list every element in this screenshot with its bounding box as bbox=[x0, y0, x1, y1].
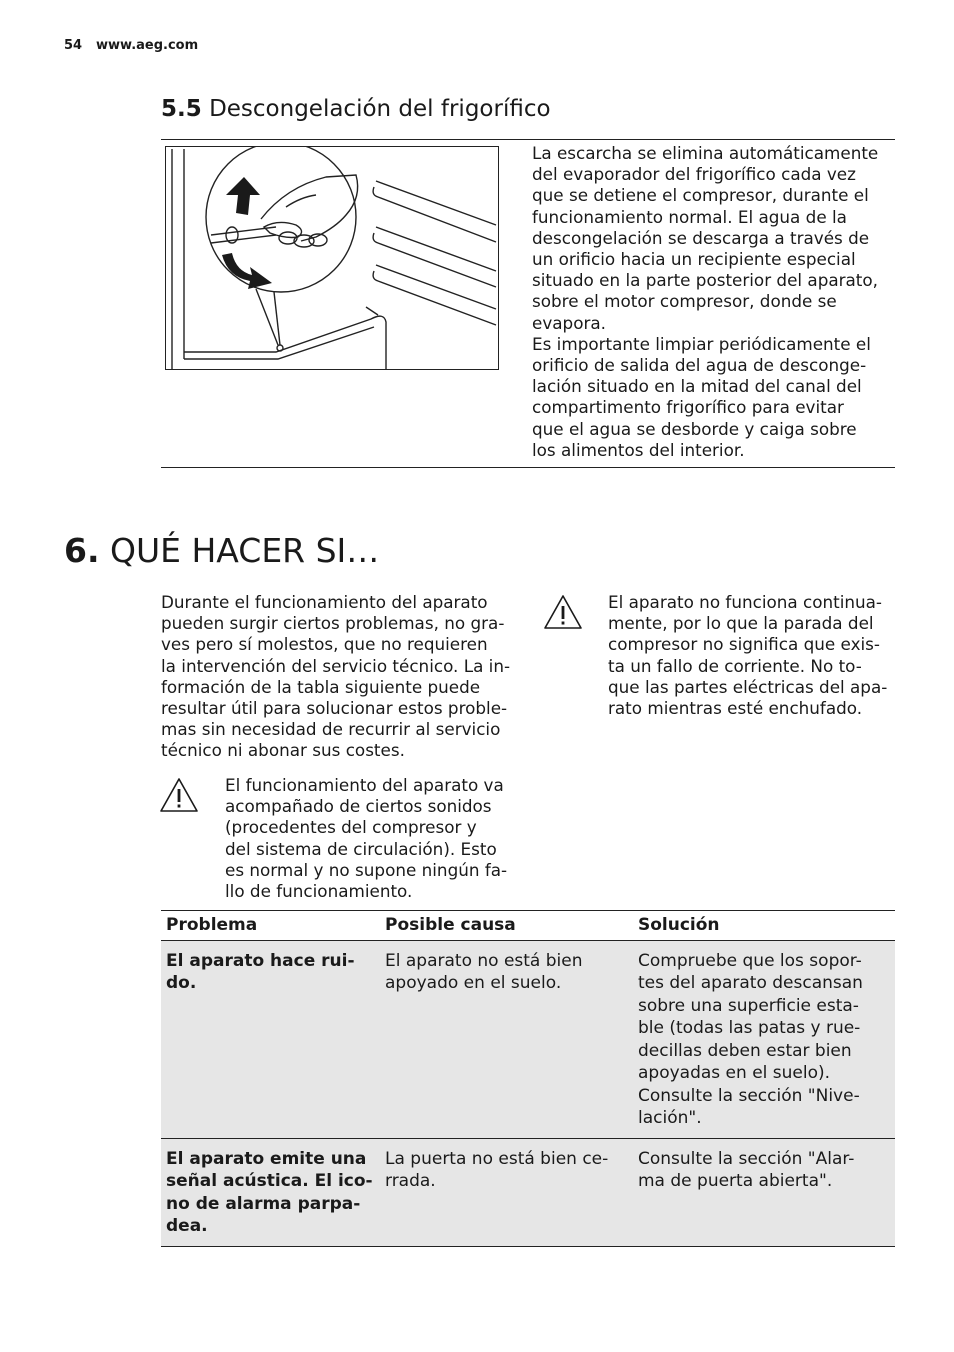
text-line: rato mientras esté enchufado. bbox=[608, 698, 863, 719]
text-line: ta un fallo de corriente. No to- bbox=[608, 655, 862, 676]
text-line: El aparato emite una bbox=[166, 1148, 367, 1169]
warning-sounds-text bbox=[225, 775, 525, 902]
text-line: do. bbox=[166, 973, 197, 993]
text-line: mente, por lo que la parada del bbox=[608, 613, 874, 634]
text-line: Durante el funcionamiento del aparato bbox=[161, 592, 488, 612]
table-row bbox=[161, 1138, 895, 1246]
text-line: ves pero sí molestos, que no requieren bbox=[161, 634, 488, 655]
troubleshooting-table bbox=[161, 910, 895, 1247]
solution-cell bbox=[633, 940, 895, 1138]
text-line: los alimentos del interior. bbox=[532, 439, 745, 460]
text-line: situado en la parte posterior del aparato, bbox=[532, 270, 878, 291]
defrost-drawing bbox=[166, 147, 499, 370]
text-line: dea. bbox=[166, 1216, 208, 1236]
website-url: www.aeg.com bbox=[96, 38, 199, 53]
text-line: compartimento frigorífico para evitar bbox=[532, 397, 844, 418]
text-line: La puerta no está bien ce- bbox=[385, 1148, 609, 1169]
text-line: formación de la tabla siguiente puede bbox=[161, 676, 481, 697]
text-line: sobre una superficie esta- bbox=[638, 995, 859, 1016]
text-line: llo de funcionamiento. bbox=[225, 881, 413, 902]
text-line: El aparato no funciona continua- bbox=[608, 592, 882, 612]
text-line: (procedentes del compresor y bbox=[225, 817, 477, 838]
text-line: pueden surgir ciertos problemas, no gra- bbox=[161, 613, 505, 634]
text-line: acompañado de ciertos sonidos bbox=[225, 796, 492, 817]
problem-cell bbox=[161, 940, 380, 1138]
text-line: evapora. bbox=[532, 312, 606, 333]
chapter-title bbox=[64, 531, 379, 570]
section-bottom-rule bbox=[161, 467, 895, 468]
text-line: técnico ni abonar sus costes. bbox=[161, 740, 405, 761]
column-header-cause: Posible causa bbox=[380, 911, 633, 941]
text-line: rrada. bbox=[385, 1171, 436, 1191]
cause-cell bbox=[380, 1138, 633, 1246]
table-header-row bbox=[161, 911, 895, 941]
defrost-illustration bbox=[165, 146, 499, 370]
text-line: ma de puerta abierta". bbox=[638, 1171, 833, 1191]
column-header-solution: Solución bbox=[633, 911, 895, 941]
problem-cell bbox=[161, 1138, 380, 1246]
cause-cell bbox=[380, 940, 633, 1138]
text-line: Es importante limpiar periódicamente el bbox=[532, 333, 871, 354]
text-line: que las partes eléctricas del apa- bbox=[608, 676, 888, 697]
text-line: la intervención del servicio técnico. La in- bbox=[161, 655, 511, 676]
text-line: Consulte la sección "Nive- bbox=[638, 1085, 860, 1106]
text-line: resultar útil para solucionar estos proble- bbox=[161, 698, 508, 719]
text-line: que se detiene el compresor, durante el bbox=[532, 185, 869, 206]
intro-paragraph bbox=[161, 592, 521, 762]
text-line: lación situado en la mitad del canal del bbox=[532, 376, 862, 397]
text-line: tes del aparato descansan bbox=[638, 973, 863, 993]
text-line: orificio de salida del agua de desconge- bbox=[532, 355, 867, 376]
section-top-rule bbox=[161, 139, 895, 140]
text-line: descongelación se descarga a través de bbox=[532, 227, 870, 248]
text-line: del sistema de circulación). Esto bbox=[225, 838, 497, 859]
text-line: del evaporador del frigorífico cada vez bbox=[532, 164, 856, 185]
text-line: El aparato hace rui- bbox=[166, 950, 355, 971]
text-line: no de alarma parpa- bbox=[166, 1193, 361, 1214]
page-number: 54 bbox=[64, 38, 83, 53]
defrost-description bbox=[532, 143, 892, 461]
text-line: mas sin necesidad de recurrir al servicio bbox=[161, 719, 501, 740]
text-line: apoyado en el suelo. bbox=[385, 973, 562, 993]
text-line: es normal y no supone ningún fa- bbox=[225, 859, 508, 880]
text-line: señal acústica. El ico- bbox=[166, 1171, 373, 1191]
text-line: Compruebe que los sopor- bbox=[638, 950, 862, 971]
text-line: sobre el motor compresor, donde se bbox=[532, 291, 837, 312]
solution-cell bbox=[633, 1138, 895, 1246]
text-line: decillas deben estar bien bbox=[638, 1040, 852, 1061]
text-line: compresor no significa que exis- bbox=[608, 634, 880, 655]
section-title bbox=[161, 96, 551, 122]
chapter-number: 6. bbox=[64, 531, 100, 570]
chapter-title-text: QUÉ HACER SI… bbox=[110, 531, 380, 570]
warning-electrical-text bbox=[608, 592, 898, 719]
warning-icon bbox=[159, 777, 199, 813]
text-line: El aparato no está bien bbox=[385, 950, 583, 971]
column-header-problem: Problema bbox=[161, 911, 380, 941]
section-number: 5.5 bbox=[161, 96, 202, 122]
text-line: Consulte la sección "Alar- bbox=[638, 1148, 855, 1169]
text-line: funcionamiento normal. El agua de la bbox=[532, 206, 847, 227]
text-line: La escarcha se elimina automáticamente bbox=[532, 143, 879, 163]
warning-icon bbox=[543, 594, 583, 630]
text-line: que el agua se desborde y caiga sobre bbox=[532, 418, 857, 439]
text-line: lación". bbox=[638, 1108, 702, 1128]
text-line: El funcionamiento del aparato va bbox=[225, 775, 504, 795]
table-row bbox=[161, 940, 895, 1138]
text-line: apoyadas en el suelo). bbox=[638, 1063, 831, 1083]
text-line: un orificio hacia un recipiente especial bbox=[532, 249, 856, 270]
section-title-text: Descongelación del frigorífico bbox=[209, 96, 551, 122]
text-line: ble (todas las patas y rue- bbox=[638, 1018, 861, 1038]
